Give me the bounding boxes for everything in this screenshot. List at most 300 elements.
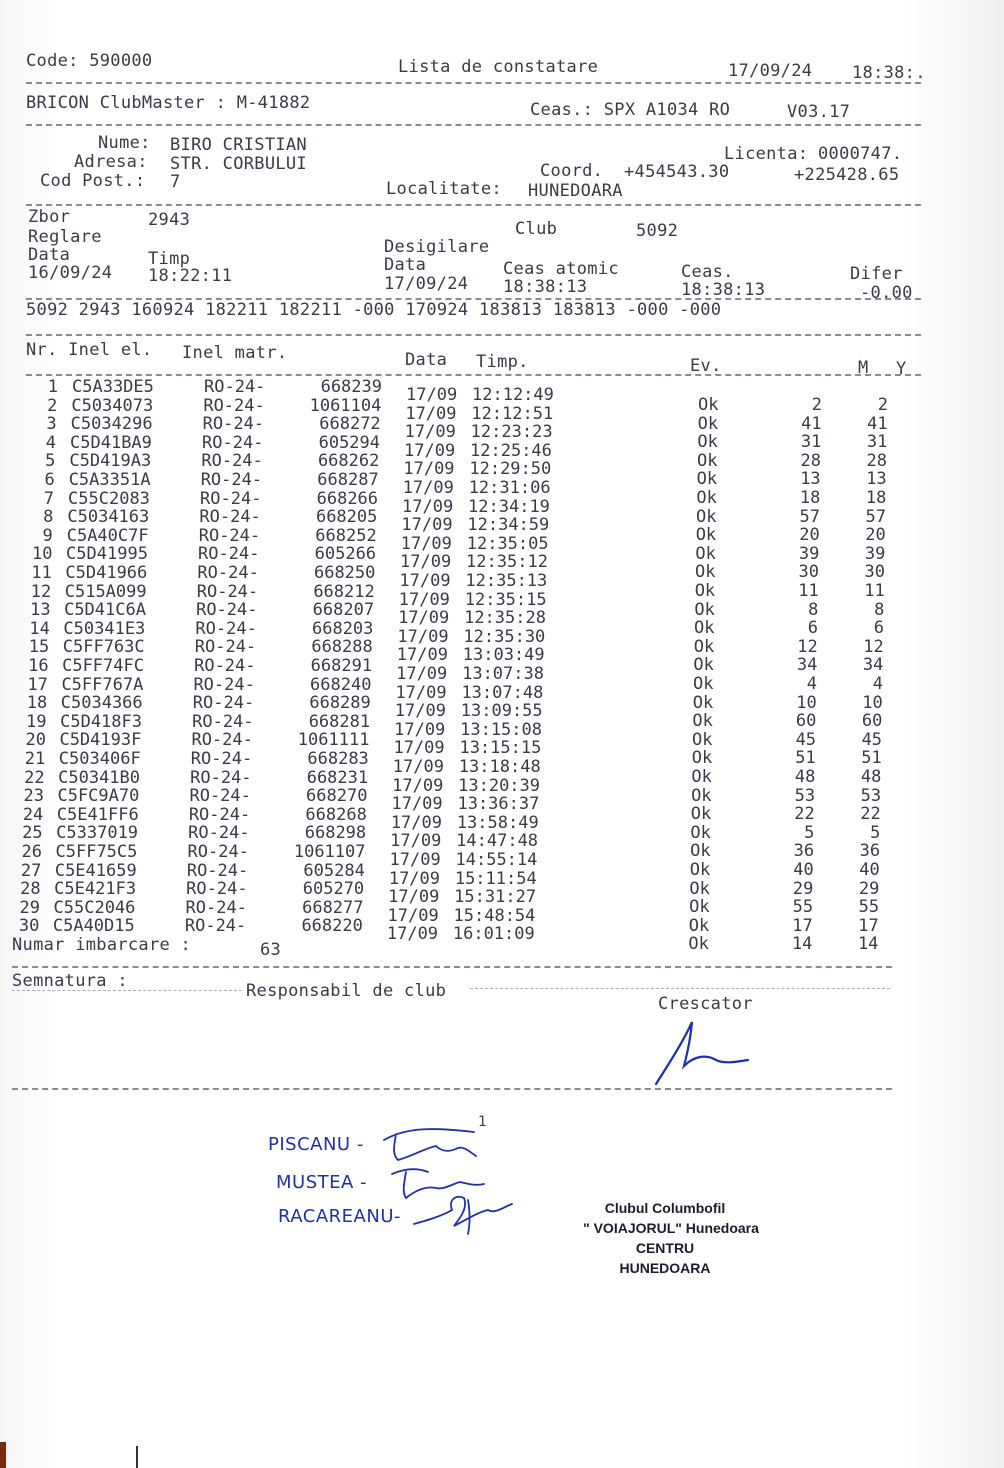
electronic-ring: C5E421F3 [54, 879, 137, 900]
event-status: Ok [695, 562, 716, 583]
col-m-value: 48 [794, 767, 816, 787]
col-y-value: 5 [870, 822, 881, 843]
col-m-value: 51 [795, 748, 816, 769]
event-status: Ok [693, 674, 714, 694]
ring-number: 668220 [301, 916, 363, 937]
arrival-date: 17/09 [402, 478, 454, 498]
signature-label: Semnatura : [12, 971, 128, 991]
electronic-ring: C5034073 [71, 395, 154, 416]
col-header-nr-electronic-ring: Nr. Inel el. [26, 340, 153, 360]
setting-time: 18:22:11 [148, 266, 233, 286]
postcode-label: Cod Post.: [40, 171, 146, 191]
col-y-value: 39 [864, 543, 886, 564]
row-number: 4 [45, 432, 57, 453]
row-number: 23 [23, 786, 44, 807]
col-m-value: 31 [800, 432, 822, 453]
event-status: Ok [698, 395, 719, 415]
col-header-ring: Inel matr. [182, 343, 288, 363]
divider [26, 334, 921, 336]
event-status: Ok [692, 692, 714, 713]
row-number: 16 [28, 656, 49, 676]
arrival-date: 17/09 [400, 533, 452, 554]
ring-number: 1061104 [309, 395, 382, 416]
row-number: 1 [47, 377, 58, 397]
col-m-value: 13 [800, 469, 821, 490]
club-master-id: BRICON ClubMaster : M-41882 [26, 93, 311, 113]
ring-prefix: RO-24- [196, 600, 258, 621]
arrival-date: 17/09 [405, 403, 457, 424]
ring-number: 605266 [314, 544, 377, 565]
arrival-time: 14:55:14 [455, 850, 538, 870]
arrival-date: 17/09 [394, 701, 446, 722]
col-y-value: 6 [873, 618, 885, 639]
ring-prefix: RO-24- [187, 842, 249, 862]
arrival-time: 12:31:06 [468, 478, 551, 498]
arrival-time: 13:15:08 [460, 719, 542, 740]
ring-number: 1061111 [297, 730, 370, 751]
col-y-value: 53 [860, 785, 882, 806]
ring-prefix: RO-24- [184, 916, 247, 937]
event-status: Ok [697, 432, 718, 453]
col-y-value: 10 [862, 692, 883, 713]
atomic-time: 18:38:13 [503, 277, 588, 297]
col-m-value: 45 [795, 729, 817, 750]
arrival-time: 12:35:05 [466, 533, 549, 554]
event-status: Ok [690, 841, 711, 862]
flight-label: Zbor [28, 207, 71, 227]
ring-prefix: RO-24- [192, 693, 255, 714]
ring-prefix: RO-24- [193, 674, 255, 695]
arrival-time: 12:12:51 [471, 403, 554, 424]
embark-label: Numar imbarcare : [12, 935, 192, 955]
arrival-date: 17/09 [387, 905, 439, 926]
col-y-value: 41 [867, 413, 888, 434]
col-m-value: 20 [799, 525, 820, 546]
col-m-value: 17 [792, 915, 813, 936]
arrival-date: 17/09 [388, 887, 440, 908]
edge-mark [0, 1442, 6, 1468]
ring-prefix: RO-24- [188, 804, 251, 825]
breeder-label: Crescator [658, 994, 753, 1014]
col-y-value: 29 [858, 878, 880, 899]
col-y-value: 28 [866, 450, 887, 471]
col-m-value: 36 [793, 841, 815, 862]
arrival-date: 17/09 [396, 645, 448, 666]
arrival-time: 13:03:49 [462, 645, 545, 666]
event-status: Ok [697, 450, 718, 471]
col-m-value: 6 [807, 618, 819, 639]
event-status: Ok [690, 822, 711, 843]
ring-number: 605270 [302, 879, 365, 900]
col-m-value: 4 [806, 674, 818, 694]
page-number: 1 [478, 1114, 488, 1130]
arrival-time: 12:35:28 [464, 608, 546, 629]
event-status: Ok [692, 711, 713, 732]
event-status: Ok [695, 525, 717, 546]
club-number: 5092 [636, 221, 679, 241]
electronic-ring: C50341B0 [58, 767, 141, 788]
arrival-date: 17/09 [390, 831, 442, 852]
arrival-date: 17/09 [396, 664, 448, 684]
row-number: 27 [20, 860, 42, 881]
electronic-ring: C515A099 [64, 581, 147, 602]
electronic-ring: C5D41966 [65, 563, 148, 583]
arrival-date: 17/09 [386, 924, 439, 945]
col-m-value: 29 [792, 878, 814, 899]
col-y-value: 45 [861, 729, 883, 750]
clock-model: Ceas.: SPX A1034 RO [530, 100, 731, 120]
ring-prefix: RO-24- [194, 637, 257, 658]
col-m-value: 40 [793, 860, 814, 880]
ring-prefix: RO-24- [190, 767, 252, 788]
clock-label: Ceas. [681, 262, 734, 282]
col-y-value: 20 [865, 525, 886, 546]
arrival-time: 12:25:46 [470, 440, 552, 461]
arrival-time: 15:31:27 [454, 887, 537, 908]
col-m-value: 53 [794, 785, 816, 806]
ring-prefix: RO-24- [198, 525, 261, 546]
ring-number: 668272 [319, 414, 381, 435]
electronic-ring: C5E41FF6 [56, 804, 139, 825]
setting-date: 16/09/24 [28, 263, 113, 283]
electronic-ring: C5D41C6A [64, 600, 146, 621]
fancier-address: STR. CORBULUI [170, 154, 307, 174]
fancier-postcode: 7 [170, 172, 181, 192]
ring-prefix: RO-24- [203, 395, 265, 416]
ring-number: 668287 [317, 470, 379, 490]
arrival-time: 12:34:59 [467, 515, 550, 536]
arrival-time: 12:35:13 [465, 571, 548, 591]
col-m-value: 18 [799, 488, 821, 508]
arrival-time: 12:12:49 [472, 385, 554, 405]
handwritten-name-3: RACAREANU- [278, 1206, 401, 1227]
arrival-date: 17/09 [404, 422, 456, 443]
col-m-value: 30 [798, 562, 820, 583]
event-status: Ok [696, 469, 718, 490]
arrival-time: 13:18:48 [458, 757, 541, 777]
event-status: Ok [691, 767, 712, 787]
row-number: 10 [32, 544, 53, 565]
electronic-ring: C5A40C7F [66, 525, 149, 546]
arrival-time: 15:48:54 [453, 905, 536, 926]
col-y-value: 40 [859, 860, 880, 880]
ring-number: 668270 [306, 786, 368, 807]
print-date: 17/09/24 [728, 61, 813, 81]
arrival-time: 12:35:15 [464, 589, 547, 610]
ring-prefix: RO-24- [202, 432, 264, 453]
ring-prefix: RO-24- [186, 879, 248, 900]
ring-number: 668277 [302, 897, 364, 918]
event-status: Ok [697, 413, 719, 434]
ring-prefix: RO-24- [199, 507, 261, 528]
event-status: Ok [694, 618, 715, 639]
locality: HUNEDOARA [528, 181, 623, 201]
flight-number: 2943 [148, 210, 191, 230]
arrival-date: 17/09 [394, 719, 446, 740]
ring-prefix: RO-24- [198, 544, 260, 565]
event-status: Ok [691, 785, 712, 806]
ring-number: 668231 [306, 767, 369, 788]
club-label: Club [515, 219, 558, 239]
divider [12, 1088, 892, 1090]
event-status: Ok [689, 860, 711, 880]
row-number: 17 [27, 674, 48, 695]
event-status: Ok [689, 897, 710, 918]
ring-number: 668268 [305, 804, 367, 825]
row-number: 19 [26, 711, 47, 732]
col-m-value: 28 [800, 450, 821, 471]
arrival-date: 17/09 [399, 571, 451, 591]
arrival-time: 13:20:39 [458, 775, 541, 796]
row-number: 3 [46, 414, 57, 435]
col-y-value: 31 [866, 432, 888, 453]
arrival-date: 17/09 [406, 385, 458, 405]
row-number: 2 [47, 395, 58, 416]
arrival-time: 13:36:37 [457, 794, 540, 815]
coord-longitude: +225428.65 [794, 165, 900, 185]
handwritten-signature-3 [408, 1190, 518, 1240]
ring-prefix: RO-24- [188, 823, 250, 844]
ring-number: 605284 [303, 860, 365, 881]
club-responsible-label: Responsabil de club [246, 981, 447, 1001]
licence-label: Licenta: [724, 144, 809, 164]
arrival-time: 12:35:30 [463, 626, 546, 647]
electronic-ring: C5034366 [60, 693, 143, 714]
stamp-line-3: CENTRU [635, 1240, 695, 1256]
print-time: 18:38:. [852, 63, 926, 83]
col-y-value: 2 [877, 395, 888, 415]
col-m-value: 5 [804, 822, 815, 843]
electronic-ring: C5FF75C5 [55, 842, 138, 862]
col-y-value: 55 [858, 897, 880, 918]
event-status: Ok [693, 636, 715, 657]
col-m-value: 14 [791, 934, 813, 955]
arrival-date: 17/09 [397, 626, 449, 647]
col-y-value: 13 [866, 469, 887, 490]
coord-latitude: +454543.30 [624, 162, 730, 182]
ring-prefix: RO-24- [200, 488, 262, 509]
fancier-name: BIRO CRISTIAN [170, 135, 307, 155]
ring-number: 668240 [310, 674, 372, 695]
stamp-line-2: " VOIAJORUL" Hunedoara [583, 1220, 759, 1236]
col-y-value: 22 [860, 804, 881, 825]
col-y-value: 12 [863, 636, 884, 657]
arrival-time: 13:07:38 [462, 664, 544, 684]
col-y-value: 30 [864, 562, 886, 583]
ring-prefix: RO-24- [197, 563, 259, 583]
row-number: 6 [44, 470, 55, 490]
col-header-event: Ev. [690, 356, 722, 376]
row-number: 26 [21, 842, 42, 862]
electronic-ring: C5D41BA9 [70, 432, 152, 453]
ring-prefix: RO-24- [200, 470, 263, 490]
electronic-ring: C5034296 [70, 414, 153, 435]
col-m-value: 22 [794, 804, 815, 825]
ring-number: 1061107 [293, 842, 366, 862]
divider [26, 124, 921, 126]
event-status: Ok [691, 748, 713, 769]
col-header-m: M [858, 358, 869, 378]
ring-number: 668239 [320, 377, 382, 397]
arrival-date: 17/09 [388, 868, 441, 889]
arrival-time: 12:35:12 [466, 552, 548, 573]
arrival-date: 17/09 [393, 738, 445, 759]
divider [26, 82, 921, 84]
row-number: 12 [30, 581, 52, 602]
row-number: 24 [22, 804, 44, 825]
ring-number: 668266 [316, 488, 379, 509]
col-y-value: 48 [860, 767, 882, 787]
ring-prefix: RO-24- [185, 897, 247, 918]
embark-count: 63 [260, 940, 282, 960]
arrival-time: 13:09:55 [460, 701, 543, 722]
ring-prefix: RO-24- [190, 749, 253, 769]
code-line: 5092 2943 160924 182211 182211 -000 170924 183813 183813 -000 -000 [26, 300, 722, 320]
arrival-time: 12:29:50 [469, 459, 552, 480]
unsealing-date: 17/09/24 [384, 274, 469, 294]
col-y-value: 60 [861, 711, 883, 732]
arrival-date: 17/09 [403, 459, 455, 480]
ring-number: 668288 [311, 637, 373, 658]
col-y-value: 4 [872, 674, 884, 694]
row-number: 28 [20, 879, 41, 900]
row-number: 30 [18, 916, 40, 937]
col-m-value: 39 [798, 543, 820, 564]
ring-number: 668262 [317, 451, 380, 472]
row-number: 13 [30, 600, 51, 621]
arrival-date: 17/09 [392, 757, 444, 777]
col-m-value: 57 [799, 506, 821, 527]
arrival-time: 13:15:15 [459, 738, 542, 759]
col-header-time: Timp. [476, 352, 529, 372]
stamp-line-4: HUNEDOARA [619, 1260, 711, 1276]
arrival-time: 15:11:54 [454, 868, 537, 889]
difference-label: Difer [850, 264, 903, 284]
electronic-ring: C5FF74FC [62, 656, 144, 676]
col-y-value: 36 [859, 841, 881, 862]
electronic-ring: C55C2083 [68, 488, 150, 509]
edge-mark [136, 1446, 138, 1468]
ring-number: 668205 [315, 507, 378, 528]
col-header-y: Y [896, 359, 907, 379]
ring-number: 668289 [309, 693, 371, 714]
arrival-date: 17/09 [395, 682, 447, 703]
col-y-value: 57 [865, 506, 887, 527]
ring-prefix: RO-24- [186, 860, 249, 881]
ring-prefix: RO-24- [189, 786, 251, 807]
arrival-date: 17/09 [400, 552, 452, 573]
col-y-value: 8 [874, 599, 885, 620]
handwritten-name-1: PISCANU - [268, 1134, 364, 1155]
event-status: Ok [696, 488, 717, 508]
arrival-date: 17/09 [402, 496, 454, 517]
col-y-value: 51 [861, 748, 882, 769]
arrival-time: 12:23:23 [470, 422, 553, 443]
divider [12, 966, 892, 968]
electronic-ring: C5A33DE5 [72, 377, 154, 397]
electronic-ring: C55C2046 [53, 897, 136, 918]
row-number: 5 [45, 451, 56, 472]
ring-prefix: RO-24- [194, 656, 256, 676]
difference-value: -0.00 [860, 283, 913, 303]
ring-number: 668252 [315, 525, 377, 546]
row-number: 15 [28, 637, 50, 658]
event-status: Ok [696, 506, 717, 527]
electronic-ring: C5FF767A [61, 674, 144, 695]
arrival-time: 13:58:49 [456, 812, 539, 833]
col-m-value: 12 [797, 636, 818, 657]
event-status: Ok [692, 729, 713, 750]
electronic-ring: C5337019 [56, 823, 139, 844]
divider [470, 988, 890, 989]
col-m-value: 60 [795, 711, 817, 732]
licence-number: 0000747. [818, 144, 903, 164]
row-number: 14 [29, 618, 50, 639]
col-y-value: 17 [858, 915, 879, 936]
event-status: Ok [694, 581, 716, 601]
ring-prefix: RO-24- [191, 730, 253, 751]
row-number: 20 [25, 730, 46, 751]
event-status: Ok [695, 543, 716, 564]
row-number: 22 [24, 767, 45, 788]
handwritten-name-2: MUSTEA - [276, 1172, 368, 1193]
row-number: 11 [31, 563, 52, 583]
electronic-ring: C503406F [58, 749, 141, 769]
row-number: 8 [43, 507, 54, 528]
setting-label: Reglare [28, 227, 102, 247]
setting-time-label: Timp [148, 249, 191, 269]
event-status: Ok [694, 599, 715, 620]
arrival-time: 16:01:09 [452, 924, 535, 945]
electronic-ring: C5D4193F [59, 730, 142, 751]
ring-number: 668203 [311, 618, 374, 639]
address-label: Adresa: [74, 152, 148, 172]
electronic-ring: C5FC9A70 [57, 786, 140, 807]
electronic-ring: C5D419A3 [69, 451, 152, 472]
arrival-date: 17/09 [392, 775, 444, 796]
event-status: Ok [693, 655, 714, 676]
clock-time: 18:38:13 [681, 280, 766, 300]
arrival-time: 13:07:48 [461, 682, 544, 703]
electronic-ring: C5D41995 [66, 544, 148, 565]
unsealing-label: Desigilare [384, 237, 490, 257]
arrival-date: 17/09 [391, 794, 443, 815]
electronic-ring: C5E41659 [54, 860, 137, 881]
electronic-ring: C5D418F3 [60, 711, 142, 732]
breeder-signature [640, 1010, 760, 1090]
col-m-value: 55 [792, 897, 814, 918]
ring-number: 668281 [308, 711, 371, 732]
row-number: 25 [22, 823, 43, 844]
ring-prefix: RO-24- [196, 581, 259, 602]
row-number: 9 [42, 525, 53, 546]
electronic-ring: C50341E3 [63, 618, 146, 639]
report-code: Code: 590000 [26, 51, 153, 71]
col-m-value: 2 [811, 395, 822, 415]
event-status: Ok [689, 878, 710, 899]
ring-prefix: RO-24- [195, 618, 257, 639]
stamp-line-1: Clubul Columbofil [604, 1200, 726, 1216]
unsealing-date-label: Data [384, 255, 427, 275]
arrival-date: 17/09 [398, 608, 450, 629]
col-y-value: 34 [862, 655, 884, 676]
report-title: Lista de constatare [398, 57, 599, 77]
row-number: 29 [19, 897, 40, 918]
col-m-value: 41 [801, 413, 822, 434]
arrival-time: 12:34:19 [468, 496, 550, 517]
arrival-date: 17/09 [401, 515, 453, 536]
ring-number: 668291 [310, 656, 373, 676]
